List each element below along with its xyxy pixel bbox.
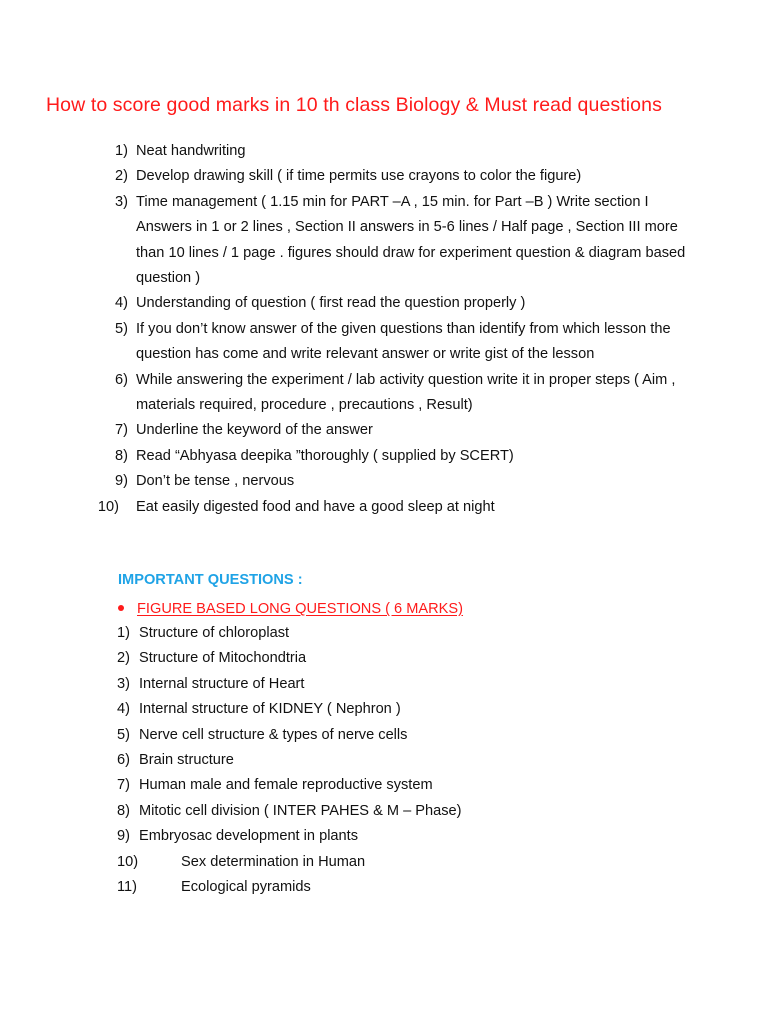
question-text: Brain structure	[139, 752, 234, 769]
question-text: Mitotic cell division ( INTER PAHES & M – Phase)	[139, 802, 462, 819]
tip-text: Underline the keyword of the answer	[136, 422, 373, 439]
question-text: Nerve cell structure & types of nerve cells	[139, 726, 408, 743]
tip-item	[0, 139, 768, 164]
tip-item	[0, 317, 768, 368]
question-number: 3)	[117, 675, 130, 692]
tip-item	[0, 291, 768, 316]
tip-text: Develop drawing skill ( if time permits use crayons to color the figure)	[136, 168, 582, 185]
question-number: 9)	[117, 828, 130, 845]
figure-questions-heading-row	[118, 598, 463, 620]
question-item	[0, 875, 768, 900]
tip-item	[0, 495, 768, 520]
question-item	[0, 672, 768, 697]
question-item	[0, 824, 768, 849]
question-number: 1)	[117, 625, 130, 641]
important-questions-heading: IMPORTANT QUESTIONS :	[118, 572, 303, 588]
question-text: Ecological pyramids	[181, 879, 311, 896]
tip-item	[0, 444, 768, 469]
question-number: 7)	[117, 777, 130, 794]
question-item	[0, 723, 768, 748]
question-number: 2)	[117, 650, 130, 667]
tip-item	[0, 164, 768, 189]
tip-text: Time management ( 1.15 min for PART –A , 15 min. for Part –B ) Write section I Answers in 1 or 2 lines , Section II answers in 5-6 lines / Half page , Section III more than 10 lines / 1 page . figures should draw for experiment question & diagram based question )	[136, 193, 686, 287]
question-text: Internal structure of KIDNEY ( Nephron )	[139, 701, 401, 718]
question-text: Structure of Mitochondtria	[139, 650, 307, 667]
tips-list	[0, 139, 768, 520]
tip-item	[0, 368, 768, 419]
tip-number: 1)	[115, 143, 128, 159]
tip-number: 2)	[115, 168, 128, 185]
tip-number: 3)	[115, 193, 128, 210]
tip-number: 10)	[97, 498, 119, 515]
tip-number: 6)	[115, 371, 128, 388]
tip-number: 4)	[115, 295, 128, 312]
tip-text: Don’t be tense , nervous	[136, 473, 295, 490]
question-text: Sex determination in Human	[181, 853, 366, 870]
tip-number: 5)	[115, 320, 128, 337]
question-item	[0, 748, 768, 773]
question-text: Human male and female reproductive system	[139, 777, 433, 794]
tip-item	[0, 469, 768, 494]
tip-text: Understanding of question ( first read the question properly )	[136, 295, 526, 312]
question-item	[0, 773, 768, 798]
question-number: 11)	[117, 879, 138, 896]
question-item	[0, 646, 768, 671]
figure-questions-heading: FIGURE BASED LONG QUESTIONS ( 6 MARKS)	[137, 601, 463, 617]
bullet-icon	[118, 605, 124, 611]
question-number: 4)	[117, 701, 130, 718]
tip-item	[0, 418, 768, 443]
question-text: Structure of chloroplast	[139, 625, 290, 641]
question-number: 10)	[117, 853, 139, 870]
tip-number: 7)	[115, 422, 128, 439]
question-number: 8)	[117, 802, 130, 819]
tip-text: While answering the experiment / lab activity question write it in proper steps ( Aim , materials required, procedure , precautions , Result)	[136, 371, 676, 414]
tip-text: Read “Abhyasa deepika ”thoroughly ( supplied by SCERT)	[136, 447, 514, 464]
question-item	[0, 850, 768, 875]
tip-text: If you don’t know answer of the given questions than identify from which lesson the question has come and write relevant answer or write gist of the lesson	[136, 320, 671, 363]
question-text: Embryosac development in plants	[139, 828, 359, 845]
tip-text: Neat handwriting	[136, 143, 246, 159]
tip-number: 9)	[115, 473, 128, 490]
tip-number: 8)	[115, 447, 128, 464]
questions-list	[0, 621, 768, 900]
question-item	[0, 799, 768, 824]
document-title: How to score good marks in 10 th class Biology & Must read questions	[46, 94, 662, 116]
tip-text: Eat easily digested food and have a good sleep at night	[136, 498, 495, 515]
question-item	[0, 697, 768, 722]
question-number: 6)	[117, 752, 130, 769]
question-number: 5)	[117, 726, 130, 743]
tip-item	[0, 190, 768, 292]
question-item	[0, 621, 768, 646]
question-text: Internal structure of Heart	[139, 675, 305, 692]
